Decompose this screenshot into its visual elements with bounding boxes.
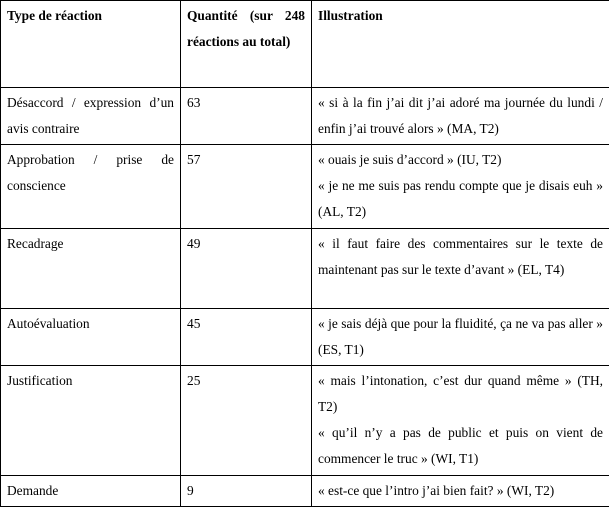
row-illustration [312,88,609,145]
illustration-quote: « je sais déjà que pour la fluidité, ça ne va pas aller » (ES, T1) [318,311,603,363]
row-type: Justification [1,366,181,476]
row-type: Autoévaluation [1,309,181,366]
row-quantity: 25 [181,366,312,476]
row-type: Approbation / prise de conscience [1,145,181,229]
table-row [1,88,609,145]
illustration-quote: « est-ce que l’intro j’ai bien fait? » (WI, T2) [318,478,603,504]
illustration-quote: « si à la fin j’ai dit j’ai adoré ma journée du lundi / enfin j’ai trouvé alors » (MA, T2) [318,90,603,142]
illustration-quote: « il faut faire des commentaires sur le texte de maintenant pas sur le texte d’avant » (EL, T4) [318,231,603,283]
row-quantity: 45 [181,309,312,366]
row-illustration [312,366,609,476]
table-row [1,309,609,366]
row-illustration [312,145,609,229]
row-type: Demande [1,476,181,507]
illustration-quote: « ouais je suis d’accord » (IU, T2) [318,147,603,173]
row-type: Désaccord / expression d’un avis contraire [1,88,181,145]
row-quantity: 9 [181,476,312,507]
row-quantity: 63 [181,88,312,145]
table-row [1,145,609,229]
illustration-quote: « mais l’intonation, c’est dur quand même » (TH, T2) [318,368,603,420]
header-type: Type de réaction [1,1,181,88]
header-illustration: Illustration [312,1,609,88]
row-type: Recadrage [1,229,181,309]
table-row [1,229,609,309]
row-quantity: 49 [181,229,312,309]
illustration-quote: « qu’il n’y a pas de public et puis on vient de commencer le truc » (WI, T1) [318,420,603,472]
row-quantity: 57 [181,145,312,229]
table-row [1,366,609,476]
header-quantity: Quantité (sur 248 réactions au total) [181,1,312,88]
row-illustration [312,309,609,366]
header-row [1,1,609,88]
row-illustration [312,229,609,309]
illustration-quote: « je ne me suis pas rendu compte que je disais euh » (AL, T2) [318,173,603,225]
